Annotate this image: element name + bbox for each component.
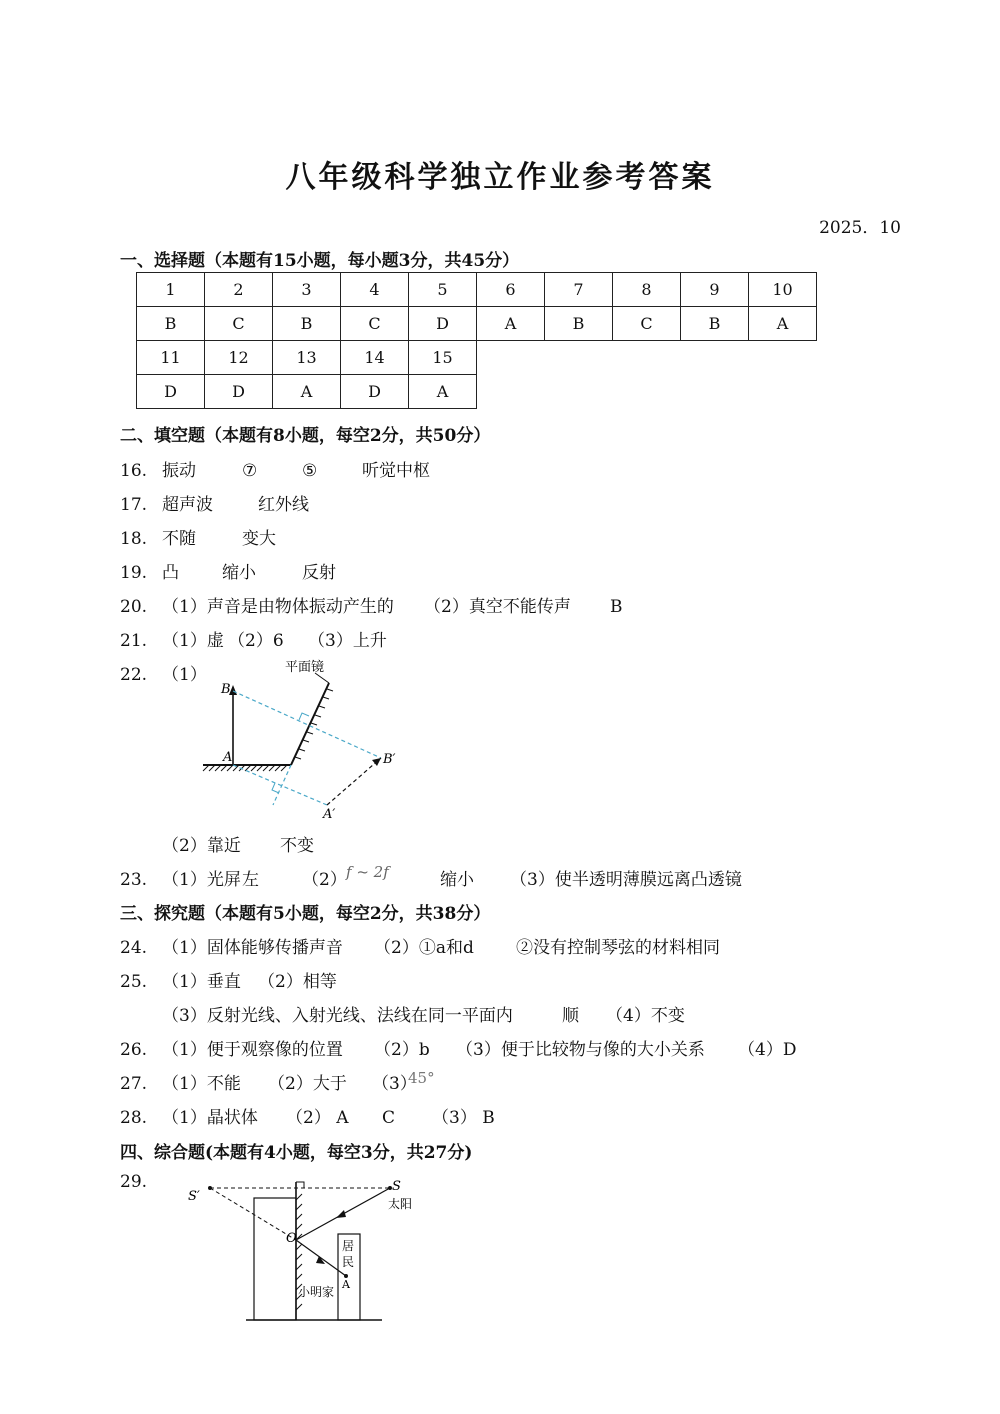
answer-line-19: [120, 558, 336, 583]
point-b-prime-label: B′: [383, 752, 396, 767]
sunlight-reflection-diagram: [180, 1170, 413, 1330]
answer-text: （2）6: [228, 631, 284, 651]
home-label: 小明家: [298, 1285, 335, 1299]
answer-text: （1）固体能够传播声音: [162, 938, 343, 958]
answer-line-22-2: [162, 831, 314, 856]
point-a-label: A: [342, 1278, 350, 1291]
answer-text: 听觉中枢: [362, 461, 430, 481]
answer-line-16: [120, 456, 430, 481]
question-number: 14: [341, 341, 409, 375]
answer-text: （3）上升: [308, 631, 387, 651]
answer-cell: D: [409, 307, 477, 341]
question-number: 9: [681, 273, 749, 307]
answer-text: （1）晶状体: [162, 1108, 258, 1128]
answer-text: ②没有控制琴弦的材料相同: [516, 938, 720, 958]
sun-label: 太阳: [388, 1197, 413, 1211]
question-number: 28.: [120, 1108, 148, 1128]
question-number: 24.: [120, 938, 148, 958]
mirror-hatching: [295, 689, 333, 759]
answer-text: 缩小: [440, 870, 474, 890]
answer-text: （3）使半透明薄膜远离凸透镜: [510, 870, 742, 890]
answer-cell: A: [409, 375, 477, 409]
answer-text: （3）便于比较物与像的大小关系: [456, 1040, 705, 1060]
answer-text: 不随: [162, 529, 196, 549]
arrow-head-icon: [336, 1210, 346, 1218]
question-number: 1: [137, 273, 205, 307]
question-number: 15: [409, 341, 477, 375]
section-1-heading: 一、选择题（本题有15小题，每小题3分，共45分）: [120, 251, 520, 271]
question-number: 18.: [120, 529, 148, 549]
answer-line-24: [120, 933, 720, 958]
answer-text: （4）D: [738, 1040, 797, 1060]
question-number: 25.: [120, 972, 148, 992]
answer-line-21: [120, 626, 387, 651]
empty-cell: [477, 341, 817, 375]
section-2-heading: 二、填空题（本题有8小题，每空2分，共50分）: [120, 426, 491, 446]
point-s-prime-label: S′: [188, 1189, 200, 1204]
question-number: 11: [137, 341, 205, 375]
answer-text: 超声波: [162, 495, 213, 515]
answer-text: 变大: [242, 529, 276, 549]
answer-text: （3）反射光线、入射光线、法线在同一平面内: [162, 1006, 513, 1026]
answer-cell: A: [273, 375, 341, 409]
answer-text: （3）: [372, 1074, 417, 1094]
answer-cell: B: [545, 307, 613, 341]
table-row: [137, 375, 817, 409]
answer-line-17: [120, 490, 309, 515]
point-o-label: O: [286, 1231, 297, 1246]
resident-label: 居: [342, 1239, 355, 1253]
answer-line-20: [120, 592, 623, 617]
question-number: 29.: [120, 1172, 148, 1192]
answer-cell: A: [477, 307, 545, 341]
answer-line-18: [120, 524, 276, 549]
answer-text: （2）b: [374, 1040, 430, 1060]
answer-text: C: [382, 1108, 396, 1128]
answer-text: （2）: [302, 870, 347, 890]
answer-text: （1）光屏: [162, 870, 241, 890]
question-number: 21.: [120, 631, 148, 651]
right-angle-mark: [272, 783, 279, 793]
question-number: 13: [273, 341, 341, 375]
section-4-heading: 四、综合题(本题有4小题，每空3分，共27分): [120, 1143, 473, 1163]
answer-line-25: [120, 967, 337, 992]
resident-label: 民: [342, 1255, 355, 1269]
answer-text: （2） A: [286, 1108, 349, 1128]
answer-text: （1）: [162, 665, 207, 685]
answer-text: 反射: [302, 563, 336, 583]
question-number: 8: [613, 273, 681, 307]
question-number: 4: [341, 273, 409, 307]
answer-cell: D: [137, 375, 205, 409]
answer-cell: C: [205, 307, 273, 341]
right-angle-mark: [299, 713, 309, 720]
answer-text: 红外线: [258, 495, 309, 515]
answer-text: ⑦: [242, 461, 258, 481]
question-number: 7: [545, 273, 613, 307]
image-ab: [327, 758, 381, 805]
answer-line-29: [120, 1172, 162, 1192]
answer-text: （2）相等: [258, 972, 337, 992]
answer-text: 45°: [408, 1069, 435, 1087]
right-angle-mark: [296, 1182, 304, 1188]
answer-text: 顺: [562, 1006, 579, 1026]
building: [254, 1198, 296, 1320]
question-number: 23.: [120, 870, 148, 890]
question-number: 16.: [120, 461, 148, 481]
answer-text: （1）虚: [162, 631, 224, 651]
answer-cell: B: [681, 307, 749, 341]
answer-text: 缩小: [222, 563, 256, 583]
page-title: 八年级科学独立作业参考答案: [285, 160, 715, 195]
question-number: 19.: [120, 563, 148, 583]
answer-line-28: [120, 1103, 495, 1128]
question-number: 10: [749, 273, 817, 307]
answer-line-26: [120, 1035, 796, 1060]
point-s-label: S: [392, 1179, 401, 1194]
mirror-line: [291, 683, 329, 765]
answer-line-27: [120, 1069, 435, 1094]
answer-cell: D: [205, 375, 273, 409]
question-number: 2: [205, 273, 273, 307]
question-number: 5: [409, 273, 477, 307]
answer-text: ⑤: [302, 461, 318, 481]
point-b-label: B: [221, 682, 231, 697]
construction-line-a: [233, 765, 327, 805]
answer-text: （2）靠近: [162, 836, 241, 856]
answer-cell: A: [749, 307, 817, 341]
answer-line-22: [120, 660, 207, 685]
answer-cell: B: [273, 307, 341, 341]
answer-text: （2）大于: [268, 1074, 347, 1094]
answer-cell: D: [341, 375, 409, 409]
answer-cell: B: [137, 307, 205, 341]
answer-text: B: [610, 597, 623, 617]
question-number: 6: [477, 273, 545, 307]
question-number: 26.: [120, 1040, 148, 1060]
empty-cell: [477, 375, 817, 409]
table-row: [137, 273, 817, 307]
answer-line-23: [120, 865, 742, 890]
question-number: 3: [273, 273, 341, 307]
answer-text: 凸: [162, 563, 179, 583]
answer-text: 不变: [280, 836, 314, 856]
answer-text: （1）便于观察像的位置: [162, 1040, 343, 1060]
question-number: 27.: [120, 1074, 148, 1094]
answer-text: 振动: [162, 461, 196, 481]
answer-text: （1）不能: [162, 1074, 241, 1094]
question-number: 20.: [120, 597, 148, 617]
arrow-head-icon: [372, 758, 381, 766]
answer-text: f ~ 2f: [346, 863, 389, 881]
virtual-ray: [210, 1188, 296, 1240]
point-a-prime-label: A′: [323, 807, 336, 822]
answer-text: （1）声音是由物体振动产生的: [162, 597, 394, 617]
table-row: [137, 341, 817, 375]
point-a-label: A: [223, 750, 233, 765]
mirror-reflection-diagram: [195, 655, 410, 830]
answer-text: （2）真空不能传声: [424, 597, 571, 617]
construction-line-b: [233, 691, 381, 758]
answer-text: （1）垂直: [162, 972, 241, 992]
date: 2025．10: [819, 218, 901, 238]
question-number: 12: [205, 341, 273, 375]
answer-text: （3） B: [432, 1108, 495, 1128]
table-row: [137, 307, 817, 341]
question-number: 17.: [120, 495, 148, 515]
section-3-heading: 三、探究题（本题有5小题，每空2分，共38分）: [120, 904, 491, 924]
choice-answer-table: [136, 272, 817, 409]
answer-line-25-b: [162, 1001, 685, 1026]
answer-text: 左: [242, 870, 259, 890]
answer-text: （4）不变: [606, 1006, 685, 1026]
answer-cell: C: [341, 307, 409, 341]
mirror-label: 平面镜: [285, 660, 325, 675]
question-number: 22.: [120, 665, 148, 685]
answer-cell: C: [613, 307, 681, 341]
answer-text: （2）①a和d: [374, 938, 474, 958]
